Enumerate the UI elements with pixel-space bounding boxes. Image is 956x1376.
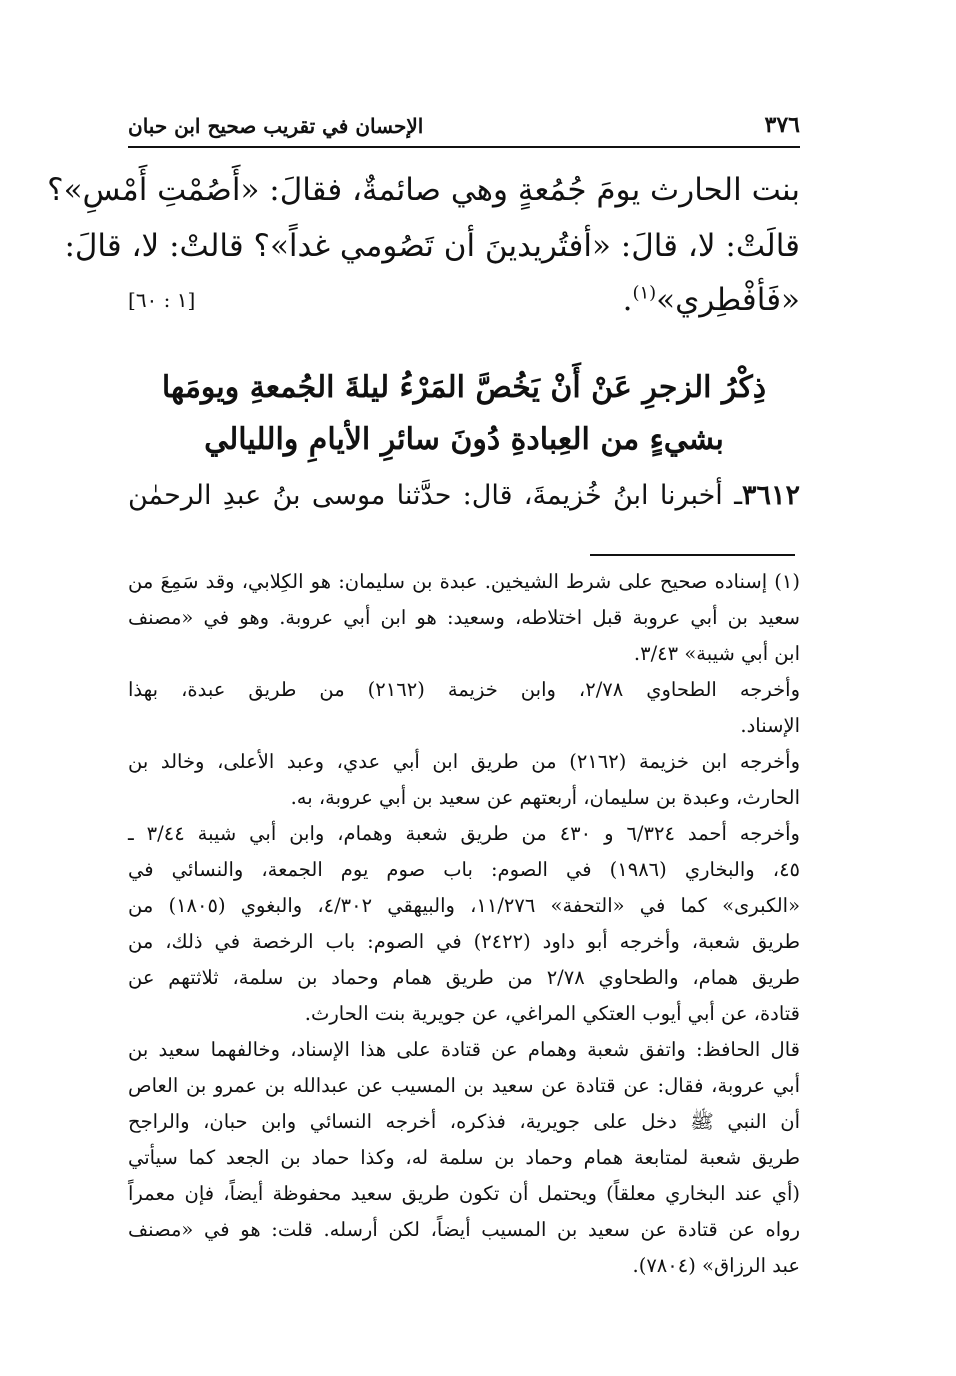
footnote-line: عبد الرزاق» (٧٨٠٤). <box>632 1254 800 1277</box>
page-number: ٣٧٦ <box>764 112 800 138</box>
footnote-line: وأخرجه ابن خزيمة (٢١٦٢) من طريق ابن أبي عدي، وعبد الأعلى، وخالد بن <box>128 750 800 773</box>
footnote-line: الحارث، وعبدة بن سليمان، أربعتهم عن سعيد بن أبي عروبة، به. <box>290 786 800 809</box>
footnote-marker: (١) <box>632 282 657 304</box>
main-text-fragment: . <box>622 282 633 318</box>
footnote-line: «الكبرى» كما في «التحفة» ١١/٢٧٦، والبيهقي ٤/٣٠٢، والبغوي (١٨٠٥) من <box>128 894 801 917</box>
footnote-line: ٤٥، والبخاري (١٩٨٦) في الصوم: باب صوم يوم الجمعة، والنسائي في <box>128 858 801 881</box>
footnote-line: رواه عن قتادة عن سعيد بن المسيب أيضاً، لكن أرسله. قلت: هو في «مصنف <box>128 1218 800 1241</box>
chapter-heading-line: بشيءٍ من العِبادةِ دُونَ سائرِ الأيامِ والليالي <box>204 422 724 457</box>
footnote-line: طريق همام، والطحاوي ٢/٧٨ من طريق همام وحماد بن سلمة، ثلاثتهم عن <box>128 966 800 989</box>
footnote-line: أبي عروبة، فقال: عن قتادة عن سعيد بن المسيب عن عبدالله بن عمرو بن العاص <box>128 1074 800 1097</box>
footnote-line: الإسناد. <box>740 714 800 737</box>
hadith-number: ٣٦١٢ <box>741 480 800 511</box>
main-text-fragment: «فَأفْطِري» <box>656 282 800 318</box>
book-title: الإحسان في تقريب صحيح ابن حبان <box>128 114 424 138</box>
footnote-line: سعيد بن أبي عروبة قبل اختلاطه، وسعيد: هو ابن أبي عروبة. وهو في «مصنف <box>128 606 800 629</box>
footnote-line: أن النبي ﷺ دخل على جويرية، فذكره، أخرجه النسائي وابن حبان، والراجح <box>128 1110 800 1133</box>
footnote-line: وأخرجه الطحاوي ٢/٧٨، وابن خزيمة (٢١٦٢) من طريق عبدة، بهذا <box>128 678 800 701</box>
header-divider <box>128 146 800 148</box>
footnote-line: قتادة، عن أبي أيوب العتكي المراغي، عن جويرية بنت الحارث. <box>304 1002 800 1025</box>
main-text-line: قالَتْ: لا، قالَ: «أفتُريدينَ أن تَصُومي غداً»؟ قالتْ: لا، قالَ: <box>64 228 800 264</box>
footnote-line: (أي عند البخاري معلقاً) ويحتمل أن تكون طريق سعيد محفوظة أيضاً، فإن معمراً <box>128 1182 800 1205</box>
footnote-divider <box>590 554 795 556</box>
hadith-opening <box>128 480 800 511</box>
footnote-line: وأخرجه أحمد ٦/٣٢٤ و ٤٣٠ من طريق شعبة وهمام، وابن أبي شيبة ٣/٤٤ ـ <box>128 822 800 845</box>
footnote-line: قال الحافظ: واتفق شعبة وهمام عن قتادة على هذا الإسناد، وخالفهما سعيد بن <box>128 1038 800 1061</box>
footnote-line: طريق شعبة لمتابعة همام وحماد بن سلمة له، وكذا حماد بن الجعد كما سيأتي <box>128 1146 800 1169</box>
footnote-line: طريق شعبة، وأخرجه أبو داود (٢٤٢٢) في الصوم: باب الرخصة في ذلك، من <box>128 930 800 953</box>
footnote-line: (١) إسناده صحيح على شرط الشيخين. عبدة بن سليمان: هو الكِلابي، وقد سَمِعَ من <box>128 570 800 593</box>
page-header <box>128 112 800 146</box>
chapter-heading-line: ذِكْرُ الزجرِ عَنْ أَنْ يَخُصَّ المَرْءُ ليلةَ الجُمعةِ ويومَها <box>161 370 767 405</box>
footnote-line: ابن أبي شيبة» ٣/٤٣. <box>633 642 800 665</box>
hadith-reference: [١ : ٦٠] <box>128 288 196 312</box>
main-text-line: بنت الحارث يومَ جُمُعةٍ وهي صائمةٌ، فقالَ: «أَصُمْتِ أَمْسِ»؟ <box>47 172 800 208</box>
hadith-text: ـ أخبرنا ابنُ خُزيمةَ، قال: حدَّثنا موسى بنُ عبدِ الرحمٰن <box>128 480 742 511</box>
main-text-line <box>128 282 800 318</box>
